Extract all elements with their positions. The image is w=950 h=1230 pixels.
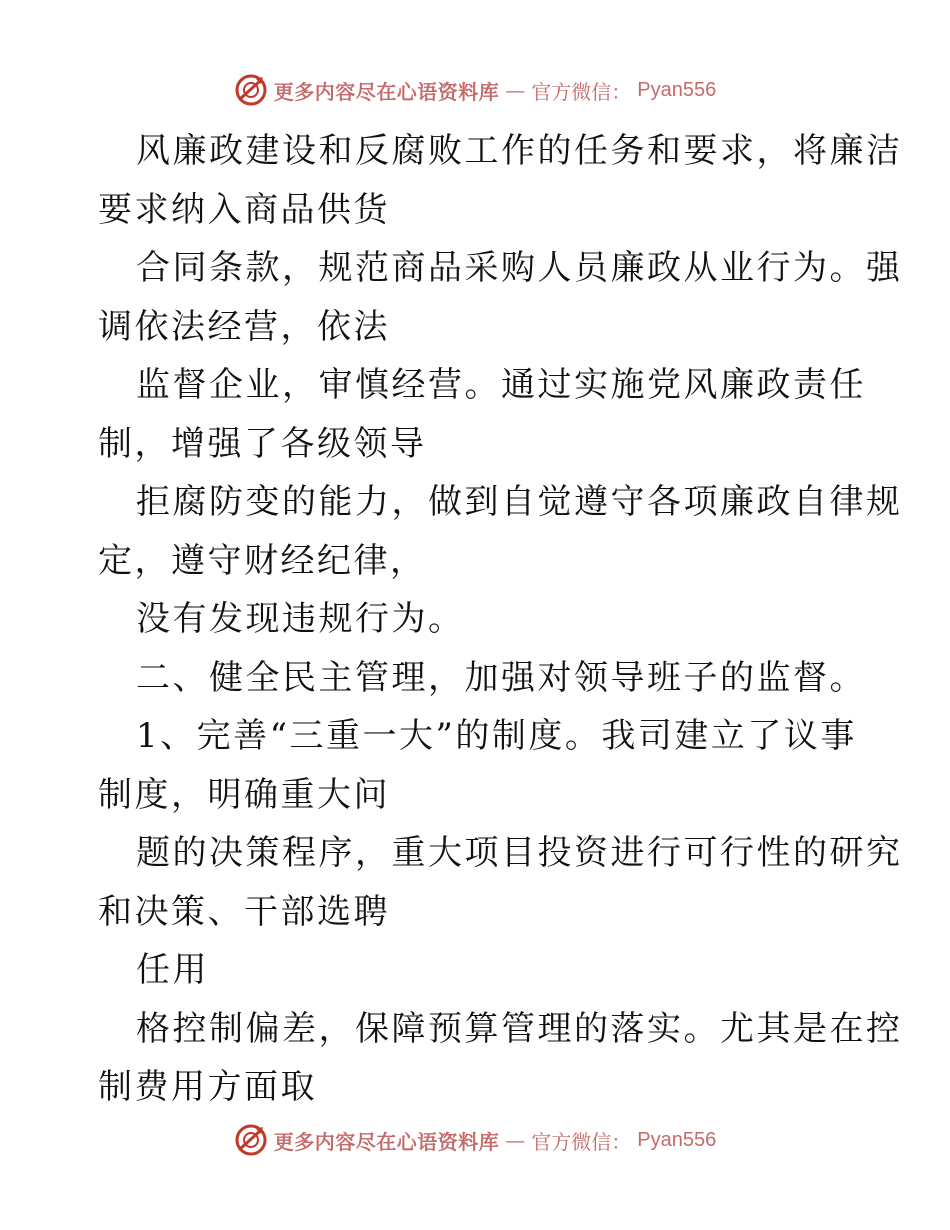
- text-line: 合同条款，规范商品采购人员廉政从业行为。强: [136, 248, 903, 288]
- watermark-wechat-label: 官方微信：: [531, 79, 632, 104]
- text-line: 题的决策程序，重大项目投资进行可行性的研究: [136, 833, 903, 873]
- text-line: 1、完善“三重一大”的制度。我司建立了议事: [136, 716, 857, 756]
- brand-logo-icon: [234, 73, 268, 107]
- text-line: 格控制偏差，保障预算管理的落实。尤其是在控: [136, 1008, 903, 1049]
- section-heading: 二、健全民主管理，加强对领导班子的监督。: [136, 657, 866, 698]
- watermark-wechat-id: Pyan556: [637, 1128, 717, 1151]
- watermark-text: 更多内容尽在心语资料库: [273, 79, 500, 104]
- text-line: 拒腐防变的能力，做到自觉遵守各项廉政自律规: [136, 482, 903, 522]
- text-line: 任用: [136, 950, 209, 990]
- text-line: 制，增强了各级领导: [98, 423, 427, 464]
- text-line: 要求纳入商品供货: [98, 189, 390, 230]
- watermark-text: 更多内容尽在心语资料库: [273, 1129, 500, 1154]
- watermark-separator: —: [505, 1128, 526, 1152]
- text-line: 监督企业，审慎经营。通过实施党风廉政责任: [136, 365, 866, 405]
- text-line: 调依法经营，依法: [98, 306, 390, 347]
- text-line: 风廉政建设和反腐败工作的任务和要求，将廉洁: [136, 131, 903, 171]
- text-line: 制度，明确重大问: [98, 774, 390, 815]
- text-line: 定，遵守财经纪律，: [98, 540, 427, 581]
- text-line: 没有发现违规行为。: [136, 599, 465, 639]
- brand-logo-icon: [234, 1123, 268, 1157]
- footer-watermark: [0, 1118, 950, 1162]
- watermark-wechat-id: Pyan556: [637, 78, 717, 101]
- document-body: [98, 122, 903, 1117]
- header-watermark: [0, 68, 950, 112]
- text-line: 和决策、干部选聘: [98, 891, 390, 932]
- text-line: 制费用方面取: [98, 1067, 317, 1107]
- watermark-wechat-label: 官方微信：: [531, 1129, 632, 1154]
- watermark-separator: —: [505, 78, 526, 102]
